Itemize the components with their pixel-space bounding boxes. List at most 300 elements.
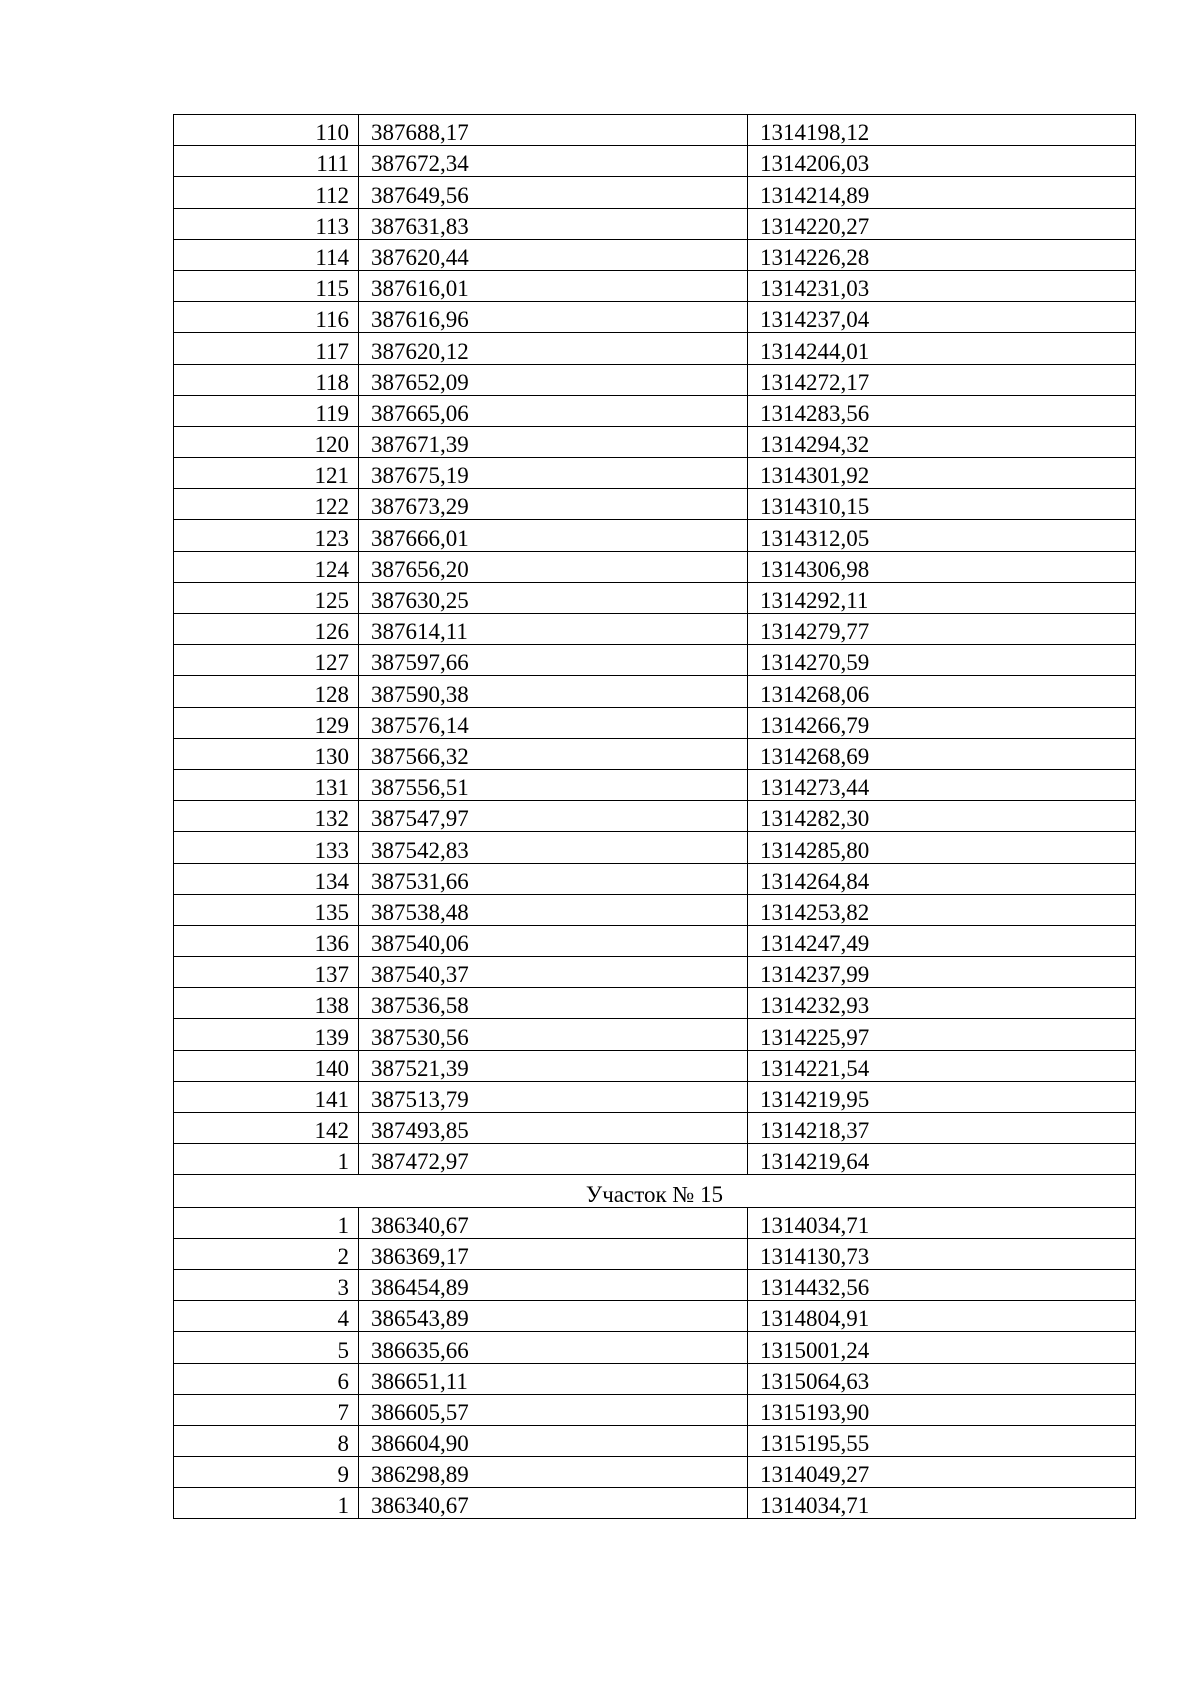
coordinates-table-body (174, 115, 1136, 1519)
y-coordinate-cell (748, 1207, 1136, 1238)
x-coordinate-cell-text: 387616,01 (371, 276, 469, 302)
point-number-cell (174, 520, 359, 551)
x-coordinate-cell-text: 387675,19 (371, 463, 469, 489)
x-coordinate-cell-text: 387556,51 (371, 775, 469, 801)
y-coordinate-cell-text: 1314266,79 (760, 712, 870, 738)
table-row (174, 925, 1136, 956)
table-row (174, 1301, 1136, 1332)
x-coordinate-cell (359, 1457, 748, 1488)
point-number-cell (174, 707, 359, 738)
point-number-cell (174, 1113, 359, 1144)
x-coordinate-cell-text: 387631,83 (371, 213, 469, 239)
x-coordinate-cell (359, 645, 748, 676)
x-coordinate-cell (359, 863, 748, 894)
x-coordinate-cell (359, 832, 748, 863)
x-coordinate-cell (359, 1019, 748, 1050)
x-coordinate-cell (359, 1238, 748, 1269)
point-number-cell-text: 122 (314, 494, 349, 520)
x-coordinate-cell (359, 395, 748, 426)
point-number-cell (174, 177, 359, 208)
table-row (174, 1081, 1136, 1112)
y-coordinate-cell-text: 1314237,99 (760, 962, 870, 988)
y-coordinate-cell (748, 270, 1136, 301)
y-coordinate-cell-text: 1314306,98 (760, 556, 870, 582)
point-number-cell (174, 1394, 359, 1425)
y-coordinate-cell (748, 1019, 1136, 1050)
x-coordinate-cell (359, 707, 748, 738)
x-coordinate-cell-text: 387547,97 (371, 806, 469, 832)
point-number-cell (174, 1457, 359, 1488)
point-number-cell (174, 1019, 359, 1050)
point-number-cell (174, 1488, 359, 1519)
y-coordinate-cell-text: 1314219,64 (760, 1149, 870, 1175)
point-number-cell-text: 112 (315, 182, 349, 208)
x-coordinate-cell-text: 387671,39 (371, 432, 469, 458)
y-coordinate-cell-text: 1314219,95 (760, 1087, 870, 1112)
y-coordinate-cell-text: 1314198,12 (760, 120, 870, 146)
x-coordinate-cell (359, 333, 748, 364)
y-coordinate-cell-text: 1314244,01 (760, 338, 870, 364)
y-coordinate-cell (748, 676, 1136, 707)
y-coordinate-cell (748, 801, 1136, 832)
table-row (174, 177, 1136, 208)
y-coordinate-cell (748, 1488, 1136, 1519)
x-coordinate-cell (359, 582, 748, 613)
point-number-cell-text: 139 (314, 1024, 349, 1050)
y-coordinate-cell-text: 1314292,11 (760, 588, 869, 613)
y-coordinate-cell (748, 957, 1136, 988)
point-number-cell (174, 988, 359, 1019)
x-coordinate-cell-text: 386298,89 (371, 1462, 469, 1488)
table-row (174, 801, 1136, 832)
point-number-cell-text: 138 (314, 993, 349, 1019)
y-coordinate-cell (748, 1113, 1136, 1144)
x-coordinate-cell-text: 386454,89 (371, 1275, 469, 1301)
y-coordinate-cell (748, 1332, 1136, 1363)
point-number-cell-text: 114 (315, 244, 349, 270)
point-number-cell (174, 333, 359, 364)
x-coordinate-cell-text: 386543,89 (371, 1306, 469, 1332)
table-row (174, 1144, 1136, 1175)
y-coordinate-cell-text: 1315193,90 (760, 1399, 870, 1425)
point-number-cell (174, 1238, 359, 1269)
point-number-cell (174, 302, 359, 333)
x-coordinate-cell-text: 387536,58 (371, 993, 469, 1019)
point-number-cell-text: 6 (337, 1368, 349, 1394)
x-coordinate-cell-text: 386651,11 (371, 1368, 468, 1394)
point-number-cell (174, 1363, 359, 1394)
point-number-cell (174, 395, 359, 426)
table-row (174, 894, 1136, 925)
x-coordinate-cell (359, 520, 748, 551)
point-number-cell (174, 1081, 359, 1112)
point-number-cell (174, 894, 359, 925)
y-coordinate-cell-text: 1314282,30 (760, 806, 870, 832)
table-row (174, 395, 1136, 426)
x-coordinate-cell-text: 387472,97 (371, 1149, 469, 1175)
table-row (174, 208, 1136, 239)
point-number-cell (174, 115, 359, 146)
point-number-cell-text: 115 (315, 276, 349, 302)
y-coordinate-cell (748, 925, 1136, 956)
table-row (174, 676, 1136, 707)
point-number-cell (174, 832, 359, 863)
y-coordinate-cell-text: 1314218,37 (760, 1118, 870, 1144)
x-coordinate-cell-text: 387665,06 (371, 400, 469, 426)
x-coordinate-cell-text: 387597,66 (371, 650, 469, 676)
table-row (174, 614, 1136, 645)
point-number-cell-text: 142 (314, 1118, 349, 1144)
y-coordinate-cell-text: 1314432,56 (760, 1275, 870, 1301)
point-number-cell (174, 426, 359, 457)
table-row (174, 738, 1136, 769)
point-number-cell (174, 769, 359, 800)
x-coordinate-cell (359, 1144, 748, 1175)
x-coordinate-cell-text: 387493,85 (371, 1118, 469, 1144)
table-row (174, 270, 1136, 301)
point-number-cell (174, 676, 359, 707)
point-number-cell (174, 1269, 359, 1300)
y-coordinate-cell-text: 1314130,73 (760, 1243, 870, 1269)
y-coordinate-cell-text: 1315001,24 (760, 1337, 870, 1363)
x-coordinate-cell (359, 270, 748, 301)
x-coordinate-cell-text: 387673,29 (371, 494, 469, 520)
point-number-cell-text: 141 (314, 1087, 349, 1112)
x-coordinate-cell (359, 614, 748, 645)
y-coordinate-cell (748, 364, 1136, 395)
x-coordinate-cell (359, 489, 748, 520)
y-coordinate-cell (748, 738, 1136, 769)
x-coordinate-cell-text: 386340,67 (371, 1493, 469, 1519)
point-number-cell (174, 458, 359, 489)
point-number-cell-text: 9 (337, 1462, 349, 1488)
x-coordinate-cell (359, 1113, 748, 1144)
y-coordinate-cell-text: 1314264,84 (760, 868, 870, 894)
y-coordinate-cell (748, 458, 1136, 489)
y-coordinate-cell-text: 1314273,44 (760, 775, 870, 801)
y-coordinate-cell (748, 769, 1136, 800)
table-row (174, 988, 1136, 1019)
table-row (174, 1269, 1136, 1300)
y-coordinate-cell (748, 894, 1136, 925)
y-coordinate-cell-text: 1314247,49 (760, 931, 870, 957)
x-coordinate-cell (359, 426, 748, 457)
y-coordinate-cell-text: 1314804,91 (760, 1306, 870, 1332)
y-coordinate-cell-text: 1314272,17 (760, 369, 870, 395)
x-coordinate-cell-text: 387666,01 (371, 525, 469, 551)
table-row (174, 645, 1136, 676)
point-number-cell (174, 957, 359, 988)
x-coordinate-cell-text: 387616,96 (371, 307, 469, 333)
table-row (174, 1207, 1136, 1238)
y-coordinate-cell-text: 1314237,04 (760, 307, 870, 333)
table-row (174, 551, 1136, 582)
x-coordinate-cell (359, 551, 748, 582)
point-number-cell-text: 1 (337, 1149, 349, 1175)
table-row (174, 302, 1136, 333)
y-coordinate-cell (748, 395, 1136, 426)
x-coordinate-cell-text: 387576,14 (371, 712, 469, 738)
y-coordinate-cell (748, 645, 1136, 676)
x-coordinate-cell (359, 1050, 748, 1081)
y-coordinate-cell (748, 146, 1136, 177)
point-number-cell-text: 113 (315, 213, 349, 239)
x-coordinate-cell-text: 386604,90 (371, 1431, 469, 1457)
table-row (174, 1238, 1136, 1269)
point-number-cell-text: 127 (314, 650, 349, 676)
x-coordinate-cell (359, 208, 748, 239)
x-coordinate-cell-text: 387620,44 (371, 244, 469, 270)
point-number-cell-text: 1 (337, 1212, 349, 1238)
y-coordinate-cell-text: 1314310,15 (760, 494, 870, 520)
x-coordinate-cell-text: 387521,39 (371, 1055, 469, 1081)
table-row (174, 957, 1136, 988)
point-number-cell-text: 140 (314, 1055, 349, 1081)
point-number-cell-text: 110 (315, 120, 349, 146)
x-coordinate-cell (359, 1425, 748, 1456)
section-title-text: Участок № 15 (585, 1181, 724, 1207)
y-coordinate-cell-text: 1314283,56 (760, 400, 870, 426)
point-number-cell (174, 863, 359, 894)
y-coordinate-cell (748, 239, 1136, 270)
y-coordinate-cell (748, 426, 1136, 457)
y-coordinate-cell-text: 1314270,59 (760, 650, 870, 676)
y-coordinate-cell-text: 1315064,63 (760, 1368, 870, 1394)
point-number-cell-text: 8 (337, 1431, 349, 1457)
y-coordinate-cell-text: 1314232,93 (760, 993, 870, 1019)
y-coordinate-cell (748, 1238, 1136, 1269)
x-coordinate-cell (359, 1363, 748, 1394)
point-number-cell-text: 123 (314, 525, 349, 551)
x-coordinate-cell-text: 387672,34 (371, 151, 469, 177)
point-number-cell (174, 1050, 359, 1081)
y-coordinate-cell (748, 988, 1136, 1019)
y-coordinate-cell-text: 1314221,54 (760, 1055, 870, 1081)
x-coordinate-cell-text: 386635,66 (371, 1337, 469, 1363)
x-coordinate-cell-text: 387538,48 (371, 899, 469, 925)
x-coordinate-cell-text: 386369,17 (371, 1243, 469, 1269)
table-row (174, 1332, 1136, 1363)
point-number-cell-text: 135 (314, 899, 349, 925)
point-number-cell (174, 364, 359, 395)
table-row (174, 1488, 1136, 1519)
y-coordinate-cell-text: 1314312,05 (760, 525, 870, 551)
point-number-cell (174, 801, 359, 832)
y-coordinate-cell (748, 1394, 1136, 1425)
point-number-cell-text: 118 (315, 369, 349, 395)
point-number-cell (174, 925, 359, 956)
point-number-cell-text: 116 (315, 307, 349, 333)
x-coordinate-cell (359, 1207, 748, 1238)
y-coordinate-cell (748, 832, 1136, 863)
table-row (174, 146, 1136, 177)
table-row (174, 520, 1136, 551)
x-coordinate-cell-text: 386340,67 (371, 1212, 469, 1238)
x-coordinate-cell (359, 146, 748, 177)
y-coordinate-cell-text: 1314301,92 (760, 463, 870, 489)
y-coordinate-cell (748, 1425, 1136, 1456)
x-coordinate-cell (359, 1269, 748, 1300)
x-coordinate-cell (359, 239, 748, 270)
x-coordinate-cell (359, 801, 748, 832)
y-coordinate-cell (748, 489, 1136, 520)
y-coordinate-cell-text: 1314268,69 (760, 743, 870, 769)
x-coordinate-cell-text: 387590,38 (371, 681, 469, 707)
y-coordinate-cell-text: 1315195,55 (760, 1431, 870, 1457)
table-row (174, 1394, 1136, 1425)
table-row (174, 426, 1136, 457)
x-coordinate-cell-text: 387542,83 (371, 837, 469, 863)
point-number-cell (174, 645, 359, 676)
x-coordinate-cell-text: 387649,56 (371, 182, 469, 208)
x-coordinate-cell (359, 1394, 748, 1425)
y-coordinate-cell-text: 1314294,32 (760, 432, 870, 458)
table-row (174, 707, 1136, 738)
table-row (174, 832, 1136, 863)
y-coordinate-cell (748, 302, 1136, 333)
point-number-cell-text: 4 (337, 1306, 349, 1332)
point-number-cell (174, 239, 359, 270)
y-coordinate-cell-text: 1314206,03 (760, 151, 870, 177)
y-coordinate-cell (748, 1144, 1136, 1175)
x-coordinate-cell (359, 1301, 748, 1332)
point-number-cell-text: 134 (314, 868, 349, 894)
table-row (174, 1113, 1136, 1144)
y-coordinate-cell-text: 1314034,71 (760, 1212, 870, 1238)
table-row (174, 239, 1136, 270)
x-coordinate-cell-text: 387652,09 (371, 369, 469, 395)
point-number-cell-text: 7 (337, 1399, 349, 1425)
x-coordinate-cell (359, 1081, 748, 1112)
y-coordinate-cell (748, 863, 1136, 894)
x-coordinate-cell-text: 387566,32 (371, 743, 469, 769)
table-row (174, 489, 1136, 520)
table-row (174, 333, 1136, 364)
y-coordinate-cell-text: 1314220,27 (760, 213, 870, 239)
y-coordinate-cell-text: 1314214,89 (760, 182, 870, 208)
y-coordinate-cell-text: 1314279,77 (760, 619, 870, 645)
y-coordinate-cell-text: 1314253,82 (760, 899, 870, 925)
x-coordinate-cell-text: 387614,11 (371, 619, 468, 645)
y-coordinate-cell (748, 115, 1136, 146)
y-coordinate-cell (748, 208, 1136, 239)
table-row (174, 1457, 1136, 1488)
y-coordinate-cell-text: 1314285,80 (760, 837, 870, 863)
x-coordinate-cell (359, 364, 748, 395)
x-coordinate-cell-text: 387620,12 (371, 338, 469, 364)
section-header-row (174, 1175, 1136, 1207)
y-coordinate-cell-text: 1314268,06 (760, 681, 870, 707)
x-coordinate-cell (359, 957, 748, 988)
table-row (174, 115, 1136, 146)
table-row (174, 582, 1136, 613)
x-coordinate-cell (359, 458, 748, 489)
x-coordinate-cell-text: 387540,06 (371, 931, 469, 957)
x-coordinate-cell (359, 177, 748, 208)
point-number-cell (174, 1301, 359, 1332)
x-coordinate-cell (359, 115, 748, 146)
point-number-cell-text: 128 (314, 681, 349, 707)
section-title (174, 1175, 1136, 1207)
table-row (174, 1363, 1136, 1394)
point-number-cell-text: 2 (337, 1243, 349, 1269)
point-number-cell-text: 1 (337, 1493, 349, 1519)
point-number-cell (174, 270, 359, 301)
y-coordinate-cell (748, 1081, 1136, 1112)
x-coordinate-cell (359, 738, 748, 769)
point-number-cell-text: 137 (314, 962, 349, 988)
table-row (174, 863, 1136, 894)
point-number-cell-text: 121 (314, 463, 349, 489)
point-number-cell (174, 1425, 359, 1456)
x-coordinate-cell-text: 387656,20 (371, 556, 469, 582)
x-coordinate-cell-text: 387630,25 (371, 588, 469, 613)
x-coordinate-cell (359, 894, 748, 925)
table-row (174, 458, 1136, 489)
point-number-cell (174, 1144, 359, 1175)
point-number-cell-text: 124 (314, 556, 349, 582)
point-number-cell-text: 132 (314, 806, 349, 832)
point-number-cell-text: 133 (314, 837, 349, 863)
point-number-cell-text: 120 (314, 432, 349, 458)
point-number-cell (174, 146, 359, 177)
y-coordinate-cell (748, 1301, 1136, 1332)
point-number-cell-text: 130 (314, 743, 349, 769)
x-coordinate-cell-text: 387531,66 (371, 868, 469, 894)
point-number-cell (174, 1332, 359, 1363)
point-number-cell (174, 738, 359, 769)
x-coordinate-cell (359, 925, 748, 956)
y-coordinate-cell-text: 1314034,71 (760, 1493, 870, 1519)
point-number-cell-text: 119 (315, 400, 349, 426)
x-coordinate-cell (359, 1332, 748, 1363)
x-coordinate-cell (359, 676, 748, 707)
y-coordinate-cell (748, 614, 1136, 645)
point-number-cell-text: 131 (314, 775, 349, 801)
x-coordinate-cell-text: 387513,79 (371, 1087, 469, 1112)
table-row (174, 1050, 1136, 1081)
y-coordinate-cell-text: 1314225,97 (760, 1024, 870, 1050)
y-coordinate-cell-text: 1314226,28 (760, 244, 870, 270)
point-number-cell-text: 129 (314, 712, 349, 738)
x-coordinate-cell-text: 387540,37 (371, 962, 469, 988)
x-coordinate-cell-text: 386605,57 (371, 1399, 469, 1425)
point-number-cell-text: 136 (314, 931, 349, 957)
y-coordinate-cell (748, 582, 1136, 613)
x-coordinate-cell-text: 387688,17 (371, 120, 469, 146)
x-coordinate-cell-text: 387530,56 (371, 1024, 469, 1050)
coordinates-table (173, 114, 1136, 1519)
x-coordinate-cell (359, 1488, 748, 1519)
table-row (174, 1425, 1136, 1456)
point-number-cell-text: 111 (316, 151, 349, 177)
y-coordinate-cell (748, 707, 1136, 738)
y-coordinate-cell (748, 1269, 1136, 1300)
y-coordinate-cell (748, 1363, 1136, 1394)
point-number-cell (174, 582, 359, 613)
table-row (174, 364, 1136, 395)
point-number-cell-text: 117 (315, 338, 349, 364)
point-number-cell-text: 126 (314, 619, 349, 645)
x-coordinate-cell (359, 988, 748, 1019)
point-number-cell (174, 1207, 359, 1238)
point-number-cell-text: 3 (337, 1275, 349, 1301)
table-row (174, 1019, 1136, 1050)
point-number-cell (174, 489, 359, 520)
point-number-cell (174, 551, 359, 582)
y-coordinate-cell (748, 1457, 1136, 1488)
point-number-cell-text: 125 (314, 588, 349, 613)
